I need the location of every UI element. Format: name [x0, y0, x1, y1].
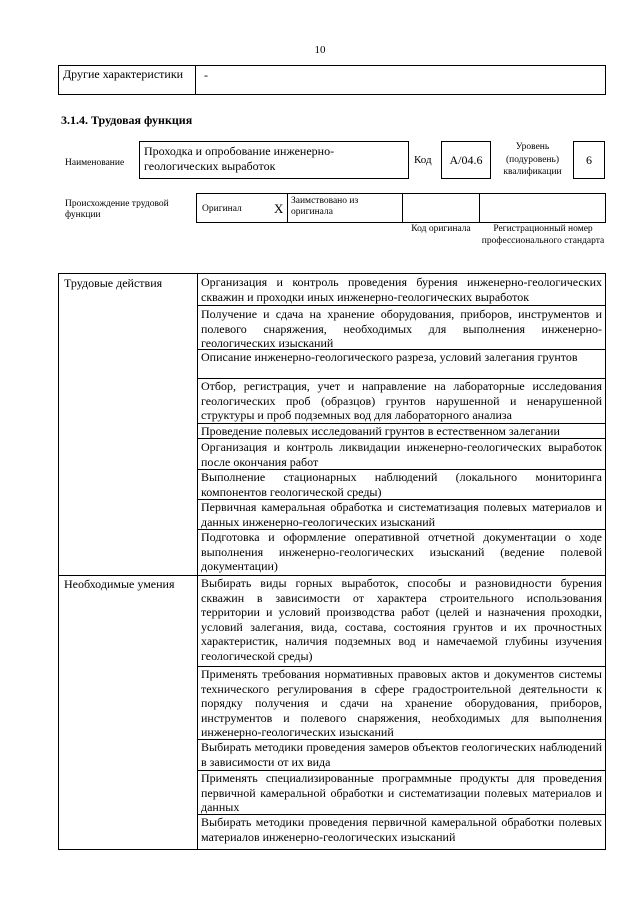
labor-action-item: Подготовка и оформление оперативной отчетной документации о ходе выполнения инженерно-геологических изысканий (ведение полевой документации) — [201, 530, 602, 574]
code-label: Код — [414, 154, 432, 166]
level-box — [573, 141, 605, 179]
original-cell — [196, 193, 288, 223]
skill-item: Применять специализированные программные продукты для проведения первичной камеральной обработки и систематизации полевых материалов и данных — [201, 771, 602, 815]
reg-number-caption: Регистрационный номер профессионального стандарта — [481, 224, 605, 246]
level-value: 6 — [586, 153, 592, 167]
labor-action-item: Описание инженерно-геологического разреза, условий залегания грунтов — [201, 350, 578, 364]
skill-item: Применять требования нормативных правовых актов и документов системы технического регулирования в сфере градостроительной деятельности к порядку получения и сдачи на хранение оборудования, приборов, инструментов и полевого снаряжения, необходимых для выполнения инженерно-геологических изысканий — [201, 667, 602, 740]
skill-item: Выбирать методики проведения замеров объектов геологических наблюдений в зависимости от их вида — [201, 740, 602, 769]
labor-action-item: Проведение полевых исследований грунтов в естественном залегании — [201, 424, 560, 438]
skill-item: Выбирать виды горных выработок, способы и разновидности бурения скважин в зависимости от характера строительного использования территории и условий производства работ (целей и назначения проходки, условий залегания, вида, состава, состояния грунтов и их прочностных характеристик, наличия подземных вод и намечаемой глубины изучения геологической среды) — [201, 576, 602, 663]
function-table — [58, 273, 606, 850]
other-characteristics-table — [58, 65, 606, 95]
other-characteristics-label: Другие характеристики — [59, 66, 196, 94]
reg-number-cell — [479, 193, 606, 223]
other-characteristics-value: - — [204, 68, 208, 82]
origin-label: Происхождение трудовой функции — [65, 199, 169, 220]
labor-action-item: Отбор, регистрация, учет и направление на лабораторные исследования геологических проб (образцов) грунтов нарушенной и ненарушенной структуры и проб подземных вод для лабораторного анализа — [201, 379, 602, 423]
skill-item: Выбирать методики проведения первичной камеральной обработки полевых материалов инженерно-геологических изысканий — [201, 815, 602, 844]
origin-code-cell — [402, 193, 480, 223]
level-label: Уровень (подуровень) квалификации — [503, 142, 562, 177]
name-box — [139, 141, 409, 179]
labor-action-item: Первичная камеральная обработка и систематизация полевых материалов и данных инженерно-геологических изысканий — [201, 500, 602, 529]
original-label: Оригинал — [202, 204, 242, 214]
original-mark: X — [274, 201, 284, 216]
name-value: Проходка и опробование инженерно-геологических выработок — [144, 144, 335, 173]
name-label: Наименование — [65, 158, 125, 168]
skills-heading: Необходимые умения — [64, 577, 175, 591]
code-value: А/04.6 — [449, 153, 483, 167]
labor-action-item: Выполнение стационарных наблюдений (локального мониторинга компонентов геологической среды) — [201, 470, 602, 499]
labor-action-item: Организация и контроль проведения бурения инженерно-геологических скважин и проходки иных инженерно-геологических выработок — [201, 275, 602, 304]
borrowed-cell — [287, 193, 403, 223]
page-number: 10 — [314, 44, 326, 56]
labor-actions-heading: Трудовые действия — [64, 276, 163, 290]
borrowed-label: Заимствовано из оригинала — [291, 196, 359, 217]
labor-action-item: Получение и сдача на хранение оборудования, приборов, инструментов и полевого снаряжения, необходимых для выполнения инженерно-геологических изысканий — [201, 307, 602, 351]
labor-action-item: Организация и контроль ликвидации инженерно-геологических выработок после окончания работ — [201, 440, 602, 469]
code-box — [441, 141, 491, 179]
section-title: 3.1.4. Трудовая функция — [61, 113, 193, 127]
origin-code-caption: Код оригинала — [411, 224, 471, 234]
